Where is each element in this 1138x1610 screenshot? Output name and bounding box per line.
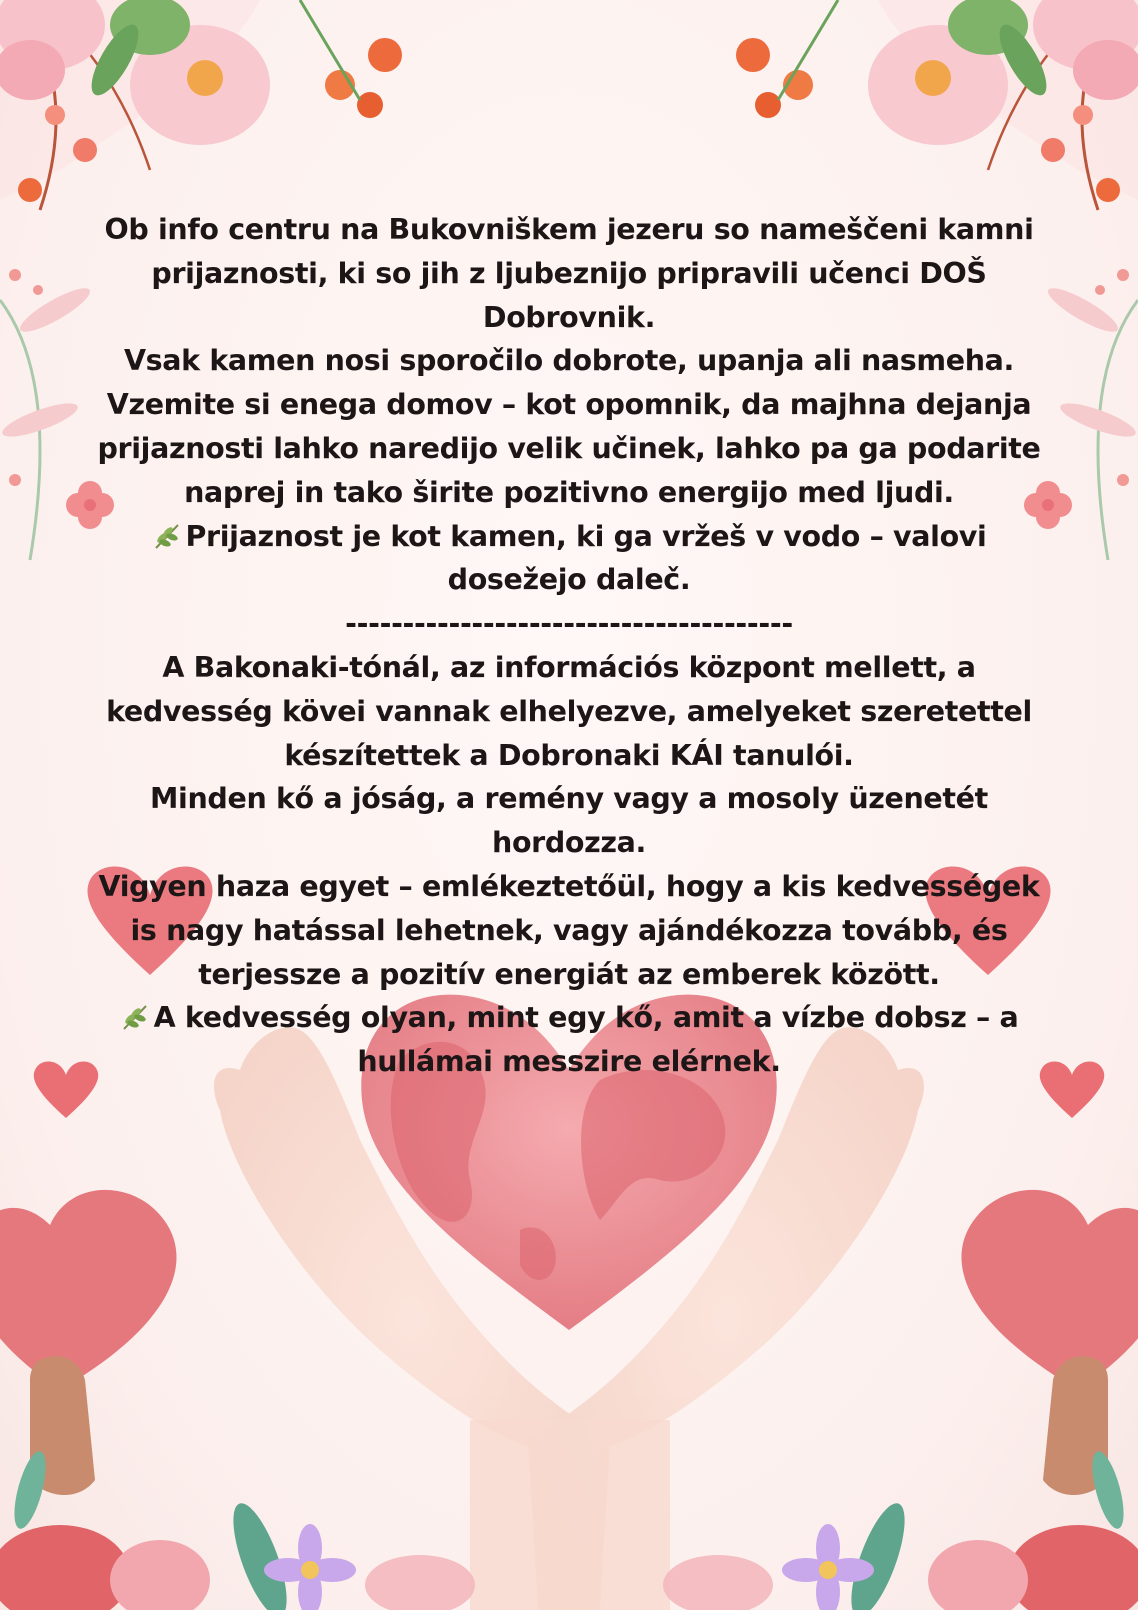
floral-corner-top-right-icon [736,0,1138,210]
separator: --------------------------------------- [345,607,793,641]
slovene-line: Vsak kamen nosi sporočilo dobrote, upanja ali nasmeha. [123,344,1015,378]
slovene-line: Dobrovnik. [482,300,656,334]
held-heart-left-icon [0,1190,177,1495]
heart-icon [1040,1062,1104,1118]
herb-leaf-icon [120,1003,150,1031]
hungarian-line: terjessze a pozitív energiát az emberek között. [198,957,940,991]
hungarian-line: Minden kő a jóság, a remény vagy a mosoly üzenetét [150,782,988,816]
hungarian-line: Vigyen haza egyet – emlékeztetőül, hogy a kis kedvességek [98,869,1040,903]
herb-leaf-icon [152,522,182,550]
announcement-text [90,208,1048,1084]
hungarian-quote-line: hullámai messzire elérnek. [357,1045,781,1079]
held-heart-right-icon [961,1190,1138,1495]
hungarian-line: A Bakonaki-tónál, az információs központ mellett, a [162,650,976,684]
hungarian-line: hordozza. [492,826,646,860]
hungarian-line: készítettek a Dobronaki KÁI tanulói. [284,738,854,772]
slovene-quote [90,515,1048,559]
slovene-line: Vzemite si enega domov – kot opomnik, da majhna dejanja [106,388,1032,422]
hungarian-quote [90,996,1048,1040]
slovene-line: prijaznosti lahko naredijo velik učinek, lahko pa ga podarite [97,431,1041,465]
hungarian-line: is nagy hatással lehetnek, vagy ajándékozza tovább, és [130,913,1008,947]
heart-icon [34,1062,98,1118]
slovene-quote-text: Prijaznost je kot kamen, ki ga vržeš v vodo – valovi [185,519,987,553]
slovene-line: prijaznosti, ki so jih z ljubeznijo pripravili učenci DOŠ [151,256,987,290]
slovene-quote-line: dosežejo daleč. [447,563,691,597]
hungarian-line: kedvesség kövei vannak elhelyezve, amelyeket szeretettel [106,694,1032,728]
floral-corner-top-left-icon [0,0,402,210]
slovene-line: Ob info centru na Bukovniškem jezeru so nameščeni kamni [104,213,1034,246]
hungarian-quote-text: A kedvesség olyan, mint egy kő, amit a vízbe dobsz – a [153,1001,1019,1035]
slovene-line: naprej in tako širite pozitivno energijo med ljudi. [184,475,954,509]
